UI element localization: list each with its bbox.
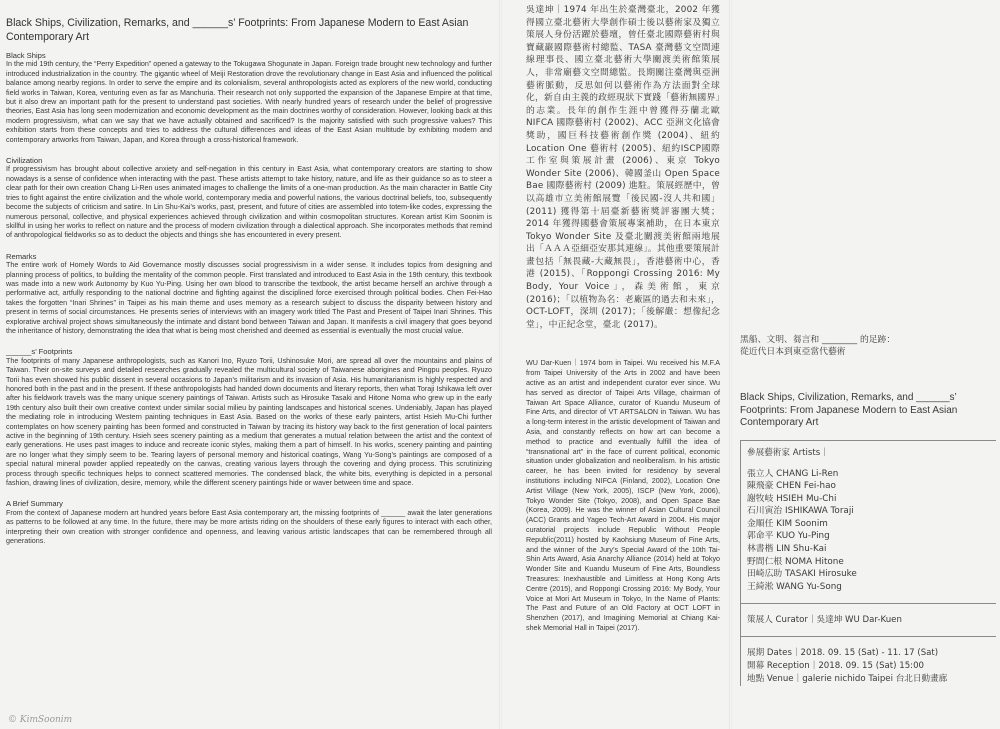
essay-sections — [6, 51, 492, 547]
reception-line: 開幕 Reception｜2018. 09. 15 (Sat) 15:00 — [747, 661, 925, 672]
curator-line: 策展人 Curator｜吳達坤 WU Dar-Kuen — [747, 615, 902, 626]
section-heading: A Brief Summary — [6, 499, 63, 509]
artist-item: 王綺淞 WANG Yu-Song — [747, 581, 842, 592]
exhibition-details — [747, 637, 996, 686]
section-paragraph: The footprints of many Japanese anthropologists, such as Kanori Ino, Ryuzo Torii, Ushinosuke Mori, are spread all over the mountains and plains of Taiwan. Their on-site surveys and detailed researches gradually revealed the multicultural society of Taiwanese aborigines and Pingpu peoples. Ryuzo Torii has even showed his public dissent in several occasions to Japan’s militarism and its invasion of Asia. His humanitarianism is highly respected and honored both in the past and in the present. If these anthropologists had handed down documents and literary reports, then what Toraji Ishikawa left over after his fieldwork travels was the many unique scenery paintings of Taiwan. Artists such as Hirosuke Tasaki and Hitone Noma who grew up in the early 19th century also built their own creative context under similar social milieu by painting landscapes and historical scenes. Undeniably, Japan has played the mediating role in introducing Western painting techniques in East Asia. Based on the works of these early painters, artist Hsieh Mu-Chi further contemplates on how scenery painting has been formed and constructed in Taiwan by tracing its history way back to the first generation of local painters active in the beginning of 19th century. Hsieh sees scenery painting as a medium that generates a mutual relation between the artist and the context of early generations. He uses past images to induce and recreate iconic styles, making them a part of himself. In his works, scenery painting and painting are no longer what they simply seem to be. Tearing layers of personal memory and historical coatings, Wang Yu-Song’s paintings are composed of a special natural mineral powder applied repeatedly on the canvas, creating various layers through the covering and dying process. This scrutinizing process through specific techniques helps to connect scattered memories. The condensed black, the white bits, everything is depicted in a personal fashion, drawing lines of civilization, desire, memory, while the different scenery paintings hide or waver between time and space. — [6, 356, 492, 488]
section-heading: Black Ships — [6, 51, 46, 60]
artist-item: 謝牧岐 HSIEH Mu-Chi — [747, 493, 837, 504]
artist-item: 陳飛豪 CHEN Fei-hao — [747, 481, 836, 492]
curator-bio-english: WU Dar-Kuen｜1974 born in Taipei. Wu received his M.F.A from Taipei University of the Arts in 2002 and have been active as an artist and independent curator ever since. Wu has served as director of Taipei Arts Village, chairman of Taiwan Art Space Alliance, curator of Kuandu Museum of Fine Arts, and director of VT ARTSALON in Taiwan. Wu has a long-term interest in the artistic development of Taiwan and Asia, and constantly reflects on how art can become a method to practice and eventually fulfill the idea of “transnational art” in the face of current political, economic situation under globalization and neoliberalism. In his artistic career, he has been invited for residency by several institutions including NIFCA (Finland, 2002), Location One Artist Village (New York, 2005), ISCP (New York, 2006), Tokyo Wonder Site (Tokyo, 2008), and Open Space Bae (Korea, 2009). He was the winner of Asian Cultural Council (ACC) Grants and Yageo Tech-Art Award in 2004. His major curatorial projects include Republic Without People Republic(2011) hosted by Kaohsiung Museum of Fine Arts, and the winner of the Jury’s Special Award of the 10th Tai-Shin Arts Award, Asia Anarchy Alliance (2014) held at Tokyo Wonder Site and Kuandu Museum of Fine Arts, Boundless Treasures: Inexhaustible and Limitless at Hong Kong Arts Centre (2015), and Roppongi Crossing 2016: My Body, Your Voice at Mori Art Museum in Tokyo, In the Name of Plants: The Past and Future of an Old Factory at OCT LOFT in Shenzhen (2017), and Imagining Memorial at Chiang Kai-shek Memorial Hall in Taipei (2017). — [526, 359, 720, 632]
artist-item: 張立人 CHANG Li-Ren — [747, 468, 839, 479]
section-paragraph: In the mid 19th century, the “Perry Expedition” opened a gateway to the Tokugawa Shogunate in Japan. Foreign trade brought new technology and further introduced industrialization in the country. The gigantic wheel of Meiji Restoration drove the revolutionary change in East Asia and influenced the political balance among nearby regions. In order to serve the empire and its colonialism, several anthropologists acted as explorers of the new world, conducting field works in Taiwan, Korea, venturing even as far as Manchuria. Their research not only supported the expansion of the Japanese Empire at that time, but it also drew an important path for the present to understand past societies. With nearly hundred years of research under the belief of progressive theories, East Asia has long seen modernization and economic development as the main doctrines worthy of consideration. However, looking back at this modern progressivism, what can we say that we have actually obtained and sacrificed? Is the majority satisfied with such progressive values? This exhibition starts from these concepts and tries to address the cultural differences and ideas of the East Asian multitude by exhibiting modern and contemporary artworks from Taiwan, Japan, and Korea through a cross-historical framework. — [6, 60, 492, 144]
section-paragraph: If progressivism has brought about collective anxiety and self-negation in this century in East Asia, what contemporary creators are starting to show nowadays is a sense of confidence when interacting with the past. These artists attempt to take history, nature, and life as their guidance so as to steer a clear path for their own creation Chang Li-Ren uses animated images to challenge the limits of a one-man production. As the main character in Battle City tries to fight against the entire civilization and the whole world, contemporary media and powerful nations, the various doctrinal beliefs, too, subsequently become the subjects of criticism and satire. In Lin Shu-Kai’s works, past, present, and future of cities are assembled into totem-like codes, expressing the numerous personal, collective, and physical experiences achieved through civilization and within cosmopolitan structures. Korean artist Kim Soonim is skillful in using her works to reflect on nature and the process of modern civilization through a dialectical approach. She incorporates methods that remind of anthropological fieldworks so as to deduct the objects and things she has encountered in every present. — [6, 165, 492, 240]
exhibition-info-box — [740, 440, 996, 687]
dates-line: 展期 Dates｜2018. 09. 15 (Sat) - 11. 17 (Sat) — [747, 648, 939, 659]
artist-item: 林書楷 LIN Shu-Kai — [747, 544, 827, 555]
artist-item: 石川寅治 ISHIKAWA Toraji — [747, 506, 854, 517]
artists-heading: 參展藝術家 Artists｜ — [747, 447, 829, 458]
watermark: © KimSoonim — [8, 715, 73, 725]
artist-item: 郭命平 KUO Yu-Ping — [747, 531, 830, 542]
artist-item: 金順任 KIM Soonim — [747, 518, 828, 529]
title-chinese-line-1: 黑船、文明、芻言和 ________ 的足跡： — [740, 335, 896, 345]
right-panel — [730, 0, 1000, 729]
exhibition-title: Black Ships, Civilization, Remarks, and ______s’ Footprints: From Japanese Modern to East Asian Contemporary Art — [6, 17, 469, 43]
section-heading: Civilization — [6, 156, 43, 166]
title-english: Black Ships, Civilization, Remarks, and ______s’ Footprints: From Japanese Modern to East Asian Contemporary Art — [740, 392, 958, 428]
section-heading: Remarks — [6, 251, 37, 261]
curator-bio-chinese: 吳達坤｜1974 年出生於臺灣臺北，2002 年獲得國立臺北藝術大學創作碩士後以藝術家及獨立策展人身份活躍於藝壇，曾任臺北國際藝術村與寶藏巖國際藝術村總監、TASA 臺灣藝文空間連線理事長、國立臺北藝術大學關渡美術館策展人，非常廟藝文空間總監。長期關注臺灣與亞洲藝術脈動，反思如何以藝術作為方法面對全球化，新自由主義的政經現狀下實踐「藝術無國界」的志業。長年的創作生涯中曾獲得芬蘭北歐 NIFCA 國際藝術村 (2002)、ACC 亞洲文化協會獎助，國巨科技藝術創作獎 (2004)、紐約 Location One 藝術村 (2005)、紐約ISCP國際工作室與策展計畫 (2006)、東京 Tokyo Wonder Site (2006)、韓國釜山 Open Space Bae 國際藝術村 (2009) 進駐。策展經歷中，曾以高雄市立美術館展覽「後民國-沒人共和國」(2011) 獲得第十屆臺新藝術獎評審團大獎；2014 年獲得國藝會策展專案補助，在日本東京 Tokyo Wonder Site 及臺北關渡美術館兩地展出「ＡＡＡ亞細亞安那其連線」。其他重要策展計畫包括「無畏藏-大藏無畏」，香港藝術中心，香港 (2015)、「Roppongi Crossing 2016: My Body, Your Voice」，森美術館，東京 (2016)；「以植物為名：老廠區的過去和未來」，OCT-LOFT，深圳 (2017)；「後解嚴：想像紀念堂」，中正紀念堂，臺北 (2017)。 — [526, 5, 720, 330]
section-heading: ______s’ Footprints — [6, 347, 73, 357]
section-paragraph: From the context of Japanese modern art hundred years before East Asia contemporary art, the missing footprints of ______ await the later generations as patterns to be followed at any time. In the future, there may be more artists riding on the shoulders of these early figures to interact with each other, interpreting their own creation with stronger confidence and openness, and leaving various artistic landscapes that can be remembered through all generations. — [6, 508, 492, 546]
artist-item: 田崎広助 TASAKI Hirosuke — [747, 569, 857, 580]
title-chinese — [740, 334, 996, 358]
title-chinese-line-2: 從近代日本到東亞當代藝術 — [740, 347, 846, 357]
section-paragraph: The entire work of Homely Words to Aid Governance mostly discusses social progressivism in a wider sense. It includes topics from designing and planning process of politics, to building the mentality of the common people. First translated and introduced to East Asia in the 19th century, this textbook was made into a new work Autonomy by Kuo Yu-Ping. Using her own blood to transcribe the textbook, the artist became herself an archive through a performative act, artfully responding to the national doctrine and fighting against the disciplined force exercised through political bodies. Chen Fei-Hao takes the forgotten “Inari Shrines” in Taipei as his main theme and uses memory as a research subject to discuss the disparity between history and present in terms of social circumstances. He presents series of interviews with an imagery work titled The Past and Present of Taipei Inari Shrines. This explorative archival project shows simultaneously the intimate and distant bond between Taiwan and Japan. It manifests a civil imagery that goes beyond the inheritance of history, demonstrating the idea that what is being most cherished and deemed as essential is eventually the most crucial value. — [6, 261, 492, 335]
venue-line: 地點 Venue｜galerie nichido Taipei 台北日動畫廊 — [747, 674, 948, 685]
artist-list — [747, 468, 996, 604]
middle-panel — [500, 0, 730, 729]
artist-item: 野間仁根 NOMA Hitone — [747, 556, 844, 567]
